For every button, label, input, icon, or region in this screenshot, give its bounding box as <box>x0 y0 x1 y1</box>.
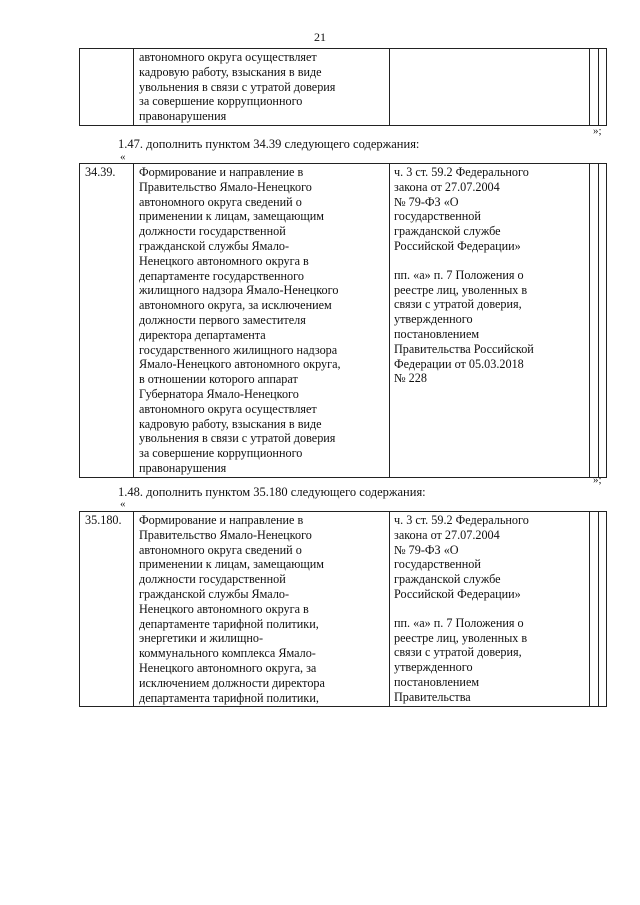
text-line: закона от 27.07.2004 <box>394 179 500 194</box>
text-line: Ненецкого автономного округа, за <box>139 660 317 675</box>
text-line: в отношении которого аппарат <box>139 372 298 387</box>
text-line: автономного округа осуществляет <box>139 401 317 416</box>
text-line: департаменте государственного <box>139 268 304 283</box>
item-number-cell: 34.39. <box>80 164 134 478</box>
text-line: автономного округа сведений о <box>139 542 302 557</box>
text-line: государственного жилищного надзора <box>139 342 338 357</box>
text-line: должности государственной <box>139 224 286 239</box>
text-line: Ненецкого автономного округа в <box>139 253 309 268</box>
text-line: пп. «а» п. 7 Положения о <box>394 267 524 282</box>
text-line: Правительство Ямало-Ненецкого <box>139 527 312 542</box>
text-line: Ямало-Ненецкого автономного округа, <box>139 357 341 372</box>
text-line: должности государственной <box>139 572 286 587</box>
table-row <box>80 49 607 126</box>
text-line: ч. 3 ст. 59.2 Федерального <box>394 513 529 527</box>
text-line: автономного округа осуществляет <box>139 50 317 64</box>
text-line: коммунального комплекса Ямало- <box>139 646 316 661</box>
text-line: гражданской службе <box>394 572 501 587</box>
amendment-instruction: 1.48. дополнить пунктом 35.180 следующего содержания: <box>118 485 426 499</box>
table-row <box>80 164 607 478</box>
text-line: Ненецкого автономного округа в <box>139 601 309 616</box>
text-line: № 228 <box>394 371 427 386</box>
item-description-cell <box>134 512 390 707</box>
text-line: кадровую работу, взыскания в виде <box>139 416 322 431</box>
legal-basis-cell <box>390 512 590 707</box>
empty-cell <box>599 164 607 478</box>
text-line: закона от 27.07.2004 <box>394 527 500 542</box>
page-number: 21 <box>314 30 326 44</box>
text-line: Федерации от 05.03.2018 <box>394 356 524 371</box>
item-number-cell <box>80 49 134 126</box>
table-row <box>80 512 607 707</box>
empty-cell <box>590 512 599 707</box>
text-line: Правительства Российской <box>394 341 534 356</box>
text-line: ч. 3 ст. 59.2 Федерального <box>394 165 529 179</box>
empty-cell <box>590 164 599 478</box>
opening-quote: « <box>120 151 126 163</box>
empty-cell <box>599 512 607 707</box>
registry-table-continued <box>79 48 607 126</box>
text-line: автономного округа сведений о <box>139 194 302 209</box>
closing-quote: »; <box>593 125 602 137</box>
text-line: связи с утратой доверия, <box>394 645 522 660</box>
empty-cell <box>590 49 599 126</box>
text-line: реестре лиц, уволенных в <box>394 282 528 297</box>
text-line: связи с утратой доверия, <box>394 297 522 312</box>
text-line: должности первого заместителя <box>139 312 306 327</box>
text-line: применении к лицам, замещающим <box>139 209 324 224</box>
text-line: жилищного надзора Ямало-Ненецкого <box>139 283 339 298</box>
text-line: утвержденного <box>394 312 473 327</box>
text-line: Российской Федерации» <box>394 238 521 253</box>
text-line: Российской Федерации» <box>394 586 521 601</box>
text-line: за совершение коррупционного <box>139 94 303 109</box>
text-line: № 79-ФЗ «О <box>394 194 459 209</box>
item-description-cell <box>134 164 390 478</box>
opening-quote: « <box>120 498 126 510</box>
text-line: Правительства <box>394 689 471 704</box>
text-line: правонарушения <box>139 109 227 124</box>
text-line: государственной <box>394 557 481 572</box>
closing-quote: »; <box>593 474 602 486</box>
text-line: пп. «а» п. 7 Положения о <box>394 615 524 630</box>
registry-table-item-35-180 <box>79 511 607 707</box>
text-line: утвержденного <box>394 660 473 675</box>
text-line: государственной <box>394 209 481 224</box>
text-line: гражданской службе <box>394 224 501 239</box>
registry-table-item-34-39 <box>79 163 607 478</box>
text-line: гражданской службы Ямало- <box>139 586 290 601</box>
legal-basis-cell <box>390 49 590 126</box>
text-line: применении к лицам, замещающим <box>139 557 324 572</box>
item-description-cell <box>134 49 390 126</box>
text-line: Правительство Ямало-Ненецкого <box>139 179 312 194</box>
amendment-instruction: 1.47. дополнить пунктом 34.39 следующего содержания: <box>118 137 420 151</box>
text-line: Формирование и направление в <box>139 513 304 527</box>
text-line: постановлением <box>394 674 480 689</box>
text-line: департаменте тарифной политики, <box>139 616 319 631</box>
text-line: № 79-ФЗ «О <box>394 542 459 557</box>
text-line: исключением должности директора <box>139 675 325 690</box>
text-line: гражданской службы Ямало- <box>139 238 290 253</box>
text-line: энергетики и жилищно- <box>139 631 264 646</box>
text-line: правонарушения <box>139 460 227 475</box>
item-number-cell: 35.180. <box>80 512 134 707</box>
text-line: автономного округа, за исключением <box>139 298 332 313</box>
text-line: постановлением <box>394 326 480 341</box>
text-line: за совершение коррупционного <box>139 446 303 461</box>
legal-basis-cell <box>390 164 590 478</box>
text-line: реестре лиц, уволенных в <box>394 630 528 645</box>
text-line: директора департамента <box>139 327 266 342</box>
text-line: Губернатора Ямало-Ненецкого <box>139 386 299 401</box>
text-line: увольнения в связи с утратой доверия <box>139 431 336 446</box>
text-line: кадровую работу, взыскания в виде <box>139 64 322 79</box>
text-line: департамента тарифной политики, <box>139 690 319 705</box>
text-line: Формирование и направление в <box>139 165 304 179</box>
empty-cell <box>599 49 607 126</box>
text-line: увольнения в связи с утратой доверия <box>139 79 336 94</box>
